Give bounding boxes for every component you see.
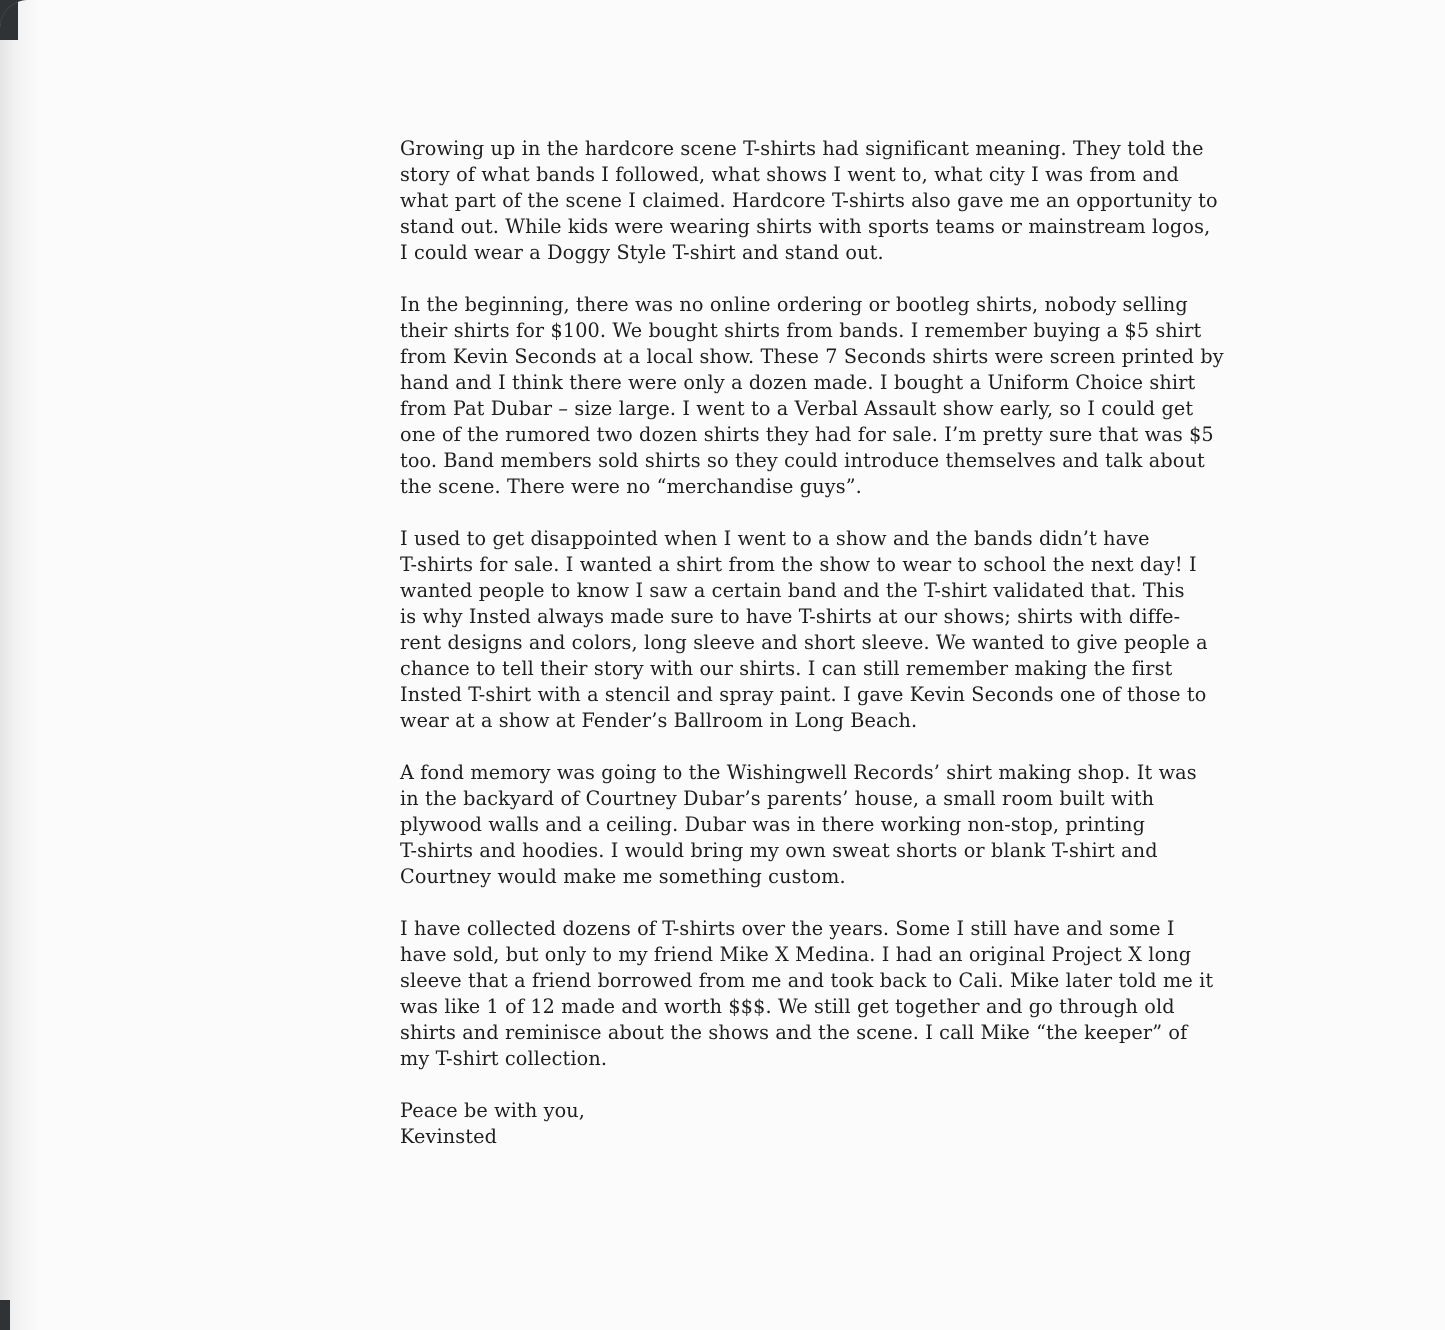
- text-line: have sold, but only to my friend Mike X Medina. I had an original Project X long: [400, 943, 1192, 966]
- text-line: rent designs and colors, long sleeve and short sleeve. We wanted to give people a: [400, 631, 1208, 654]
- text-line: the scene. There were no “merchandise guys”.: [400, 475, 862, 498]
- text-line: Insted T-shirt with a stencil and spray paint. I gave Kevin Seconds one of those to: [400, 683, 1207, 706]
- page-corner-shadow-bottom: [0, 1300, 10, 1330]
- paragraph-3: [400, 526, 1280, 734]
- text-line: A fond memory was going to the Wishingwell Records’ shirt making shop. It was: [400, 761, 1197, 784]
- text-line: was like 1 of 12 made and worth $$$. We still get together and go through old: [400, 995, 1175, 1018]
- paragraph-4: [400, 760, 1280, 890]
- text-line: I could wear a Doggy Style T-shirt and stand out.: [400, 241, 884, 264]
- text-line: from Pat Dubar – size large. I went to a Verbal Assault show early, so I could get: [400, 397, 1194, 420]
- page-corner-shadow: [0, 0, 18, 40]
- text-line: shirts and reminisce about the shows and the scene. I call Mike “the keeper” of: [400, 1021, 1188, 1044]
- essay-text: [400, 136, 1280, 1176]
- text-line: plywood walls and a ceiling. Dubar was in there working non-stop, printing: [400, 813, 1146, 836]
- text-line: from Kevin Seconds at a local show. These 7 Seconds shirts were screen printed by: [400, 345, 1224, 368]
- text-line: sleeve that a friend borrowed from me and took back to Cali. Mike later told me it: [400, 969, 1214, 992]
- text-line: is why Insted always made sure to have T-shirts at our shows; shirts with diffe-: [400, 605, 1181, 628]
- text-line: I have collected dozens of T-shirts over the years. Some I still have and some I: [400, 917, 1175, 940]
- paragraph-1: [400, 136, 1280, 266]
- text-line: too. Band members sold shirts so they could introduce themselves and talk about: [400, 449, 1205, 472]
- text-line: In the beginning, there was no online ordering or bootleg shirts, nobody selling: [400, 293, 1188, 316]
- text-line: what part of the scene I claimed. Hardcore T-shirts also gave me an opportunity to: [400, 189, 1218, 212]
- text-line: hand and I think there were only a dozen made. I bought a Uniform Choice shirt: [400, 371, 1196, 394]
- signoff-name: Kevinsted: [400, 1125, 498, 1148]
- text-line: one of the rumored two dozen shirts they had for sale. I’m pretty sure that was $5: [400, 423, 1214, 446]
- text-line: wear at a show at Fender’s Ballroom in Long Beach.: [400, 709, 918, 732]
- text-line: T-shirts and hoodies. I would bring my own sweat shorts or blank T-shirt and: [400, 839, 1158, 862]
- text-line: Growing up in the hardcore scene T-shirts had significant meaning. They told the: [400, 137, 1204, 160]
- text-line: their shirts for $100. We bought shirts from bands. I remember buying a $5 shirt: [400, 319, 1202, 342]
- signoff: [400, 1098, 1280, 1150]
- text-line: wanted people to know I saw a certain band and the T-shirt validated that. This: [400, 579, 1185, 602]
- paragraph-2: [400, 292, 1280, 500]
- text-line: Courtney would make me something custom.: [400, 865, 846, 888]
- signoff-closing: Peace be with you,: [400, 1099, 586, 1122]
- text-line: T-shirts for sale. I wanted a shirt from the show to wear to school the next day! I: [400, 553, 1197, 576]
- text-line: story of what bands I followed, what shows I went to, what city I was from and: [400, 163, 1179, 186]
- text-line: I used to get disappointed when I went to a show and the bands didn’t have: [400, 527, 1150, 550]
- text-line: chance to tell their story with our shirts. I can still remember making the first: [400, 657, 1173, 680]
- text-line: stand out. While kids were wearing shirts with sports teams or mainstream logos,: [400, 215, 1211, 238]
- text-line: in the backyard of Courtney Dubar’s parents’ house, a small room built with: [400, 787, 1155, 810]
- text-line: my T-shirt collection.: [400, 1047, 608, 1070]
- paragraph-5: [400, 916, 1280, 1072]
